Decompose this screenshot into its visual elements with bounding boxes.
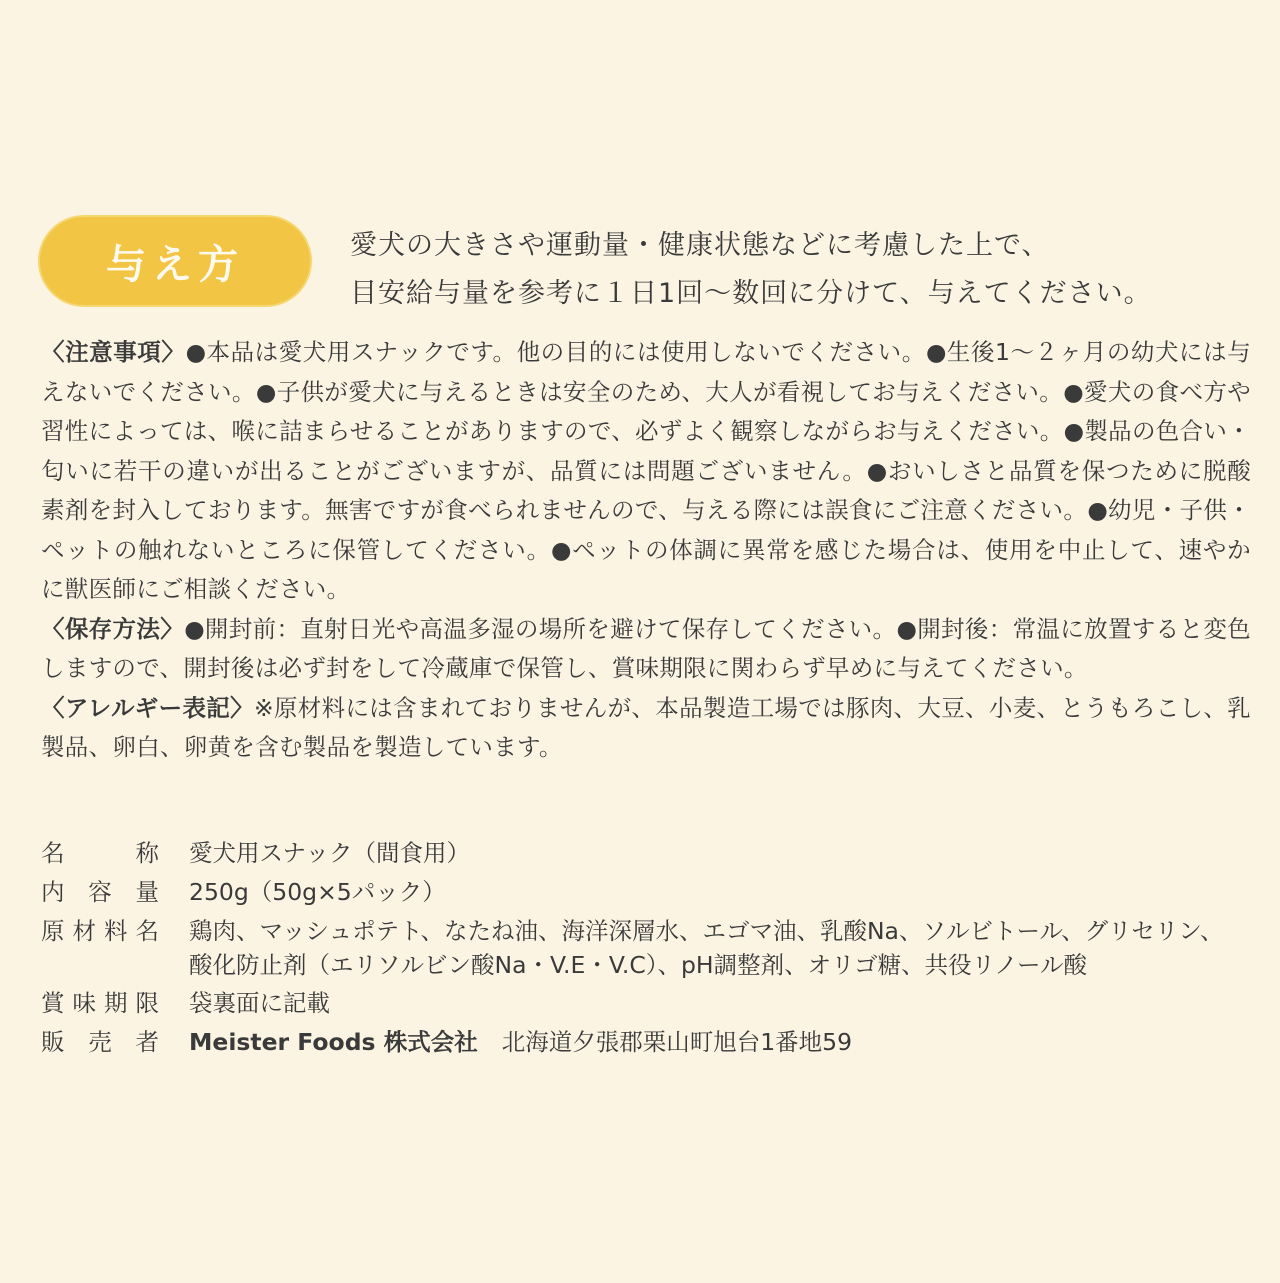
ingredients-line-2: 酸化防止剤（エリソルビン酸Na・V.E・V.C）、pH調整剤、オリゴ糖、共役リノール酸 (189, 951, 1088, 979)
caution-paragraph (41, 333, 1251, 610)
allergy-paragraph (41, 689, 1251, 768)
spec-value-ingredients (189, 914, 1251, 982)
spec-key-name: 名称 (41, 839, 159, 867)
allergy-text: ※原材料には含まれておりませんが、本品製造工場では豚肉、大豆、小麦、とうもろこし、乳製品、卵白、卵黄を含む製品を製造しています。 (41, 693, 1251, 761)
spec-row-ingredients (41, 914, 1251, 982)
spec-row-expiry (41, 986, 1251, 1021)
feeding-line-1: 愛犬の大きさや運動量・健康状態などに考慮した上で、 (350, 230, 1050, 261)
notes-section (41, 333, 1251, 768)
caution-heading: 〈注意事項〉 (41, 338, 186, 366)
feeding-line-2: 目安給与量を参考に１日1回〜数回に分けて、与えてください。 (350, 278, 1152, 309)
spec-value-expiry: 袋裏面に記載 (189, 989, 330, 1017)
seller-address: 北海道夕張郡栗山町旭台1番地59 (501, 1028, 853, 1056)
storage-heading: 〈保存方法〉 (41, 614, 185, 643)
spec-key-contents: 内容量 (41, 878, 159, 906)
feeding-badge-label: 与え方 (106, 241, 244, 288)
storage-text: ●開封前：直射日光や高温多湿の場所を避けて保存してください。●開封後：常温に放置すると変色しますので、開封後は必ず封をして冷蔵庫で保管し、賞味期限に関わらず早めに与えてください。 (41, 614, 1251, 682)
storage-paragraph (41, 610, 1251, 689)
spec-row-contents (41, 875, 1251, 910)
spec-value-contents: 250g（50g×5パック） (189, 878, 446, 906)
spec-value-seller (189, 1025, 1251, 1060)
product-specs (41, 836, 1251, 1064)
seller-company: Meister Foods 株式会社 (189, 1028, 478, 1056)
ingredients-line-1: 鶏肉、マッシュポテト、なたね油、海洋深層水、エゴマ油、乳酸Na、ソルビトール、グリセリン、 (189, 917, 1224, 945)
caution-text: ●本品は愛犬用スナックです。他の目的には使用しないでください。●生後1〜２ヶ月の幼犬には与えないでください。●子供が愛犬に与えるときは安全のため、大人が看視してお与えください。●愛犬の食べ方や習性によっては、喉に詰まらせることがありますので、必ずよく観察しながらお与えください。●製品の色合い・匂いに若干の違いが出ることがございますが、品質には問題ございません。●おいしさと品質を保つために脱酸素剤を封入しております。無害ですが食べられませんので、与える際には誤食にご注意ください。●幼児・子供・ペットの触れないところに保管してください。●ペットの体調に異常を感じた場合は、使用を中止して、速やかに獣医師にご相談ください。 (41, 338, 1251, 603)
feeding-instructions (350, 222, 1250, 318)
spec-key-ingredients: 原材料名 (41, 917, 159, 945)
spec-row-seller (41, 1025, 1251, 1060)
spec-value-name: 愛犬用スナック（間食用） (189, 839, 471, 867)
allergy-heading: 〈アレルギー表記〉 (41, 693, 254, 722)
spec-key-expiry: 賞味期限 (41, 989, 159, 1017)
spec-row-name (41, 836, 1251, 871)
feeding-badge (38, 215, 312, 307)
spec-key-seller: 販売者 (41, 1028, 159, 1056)
